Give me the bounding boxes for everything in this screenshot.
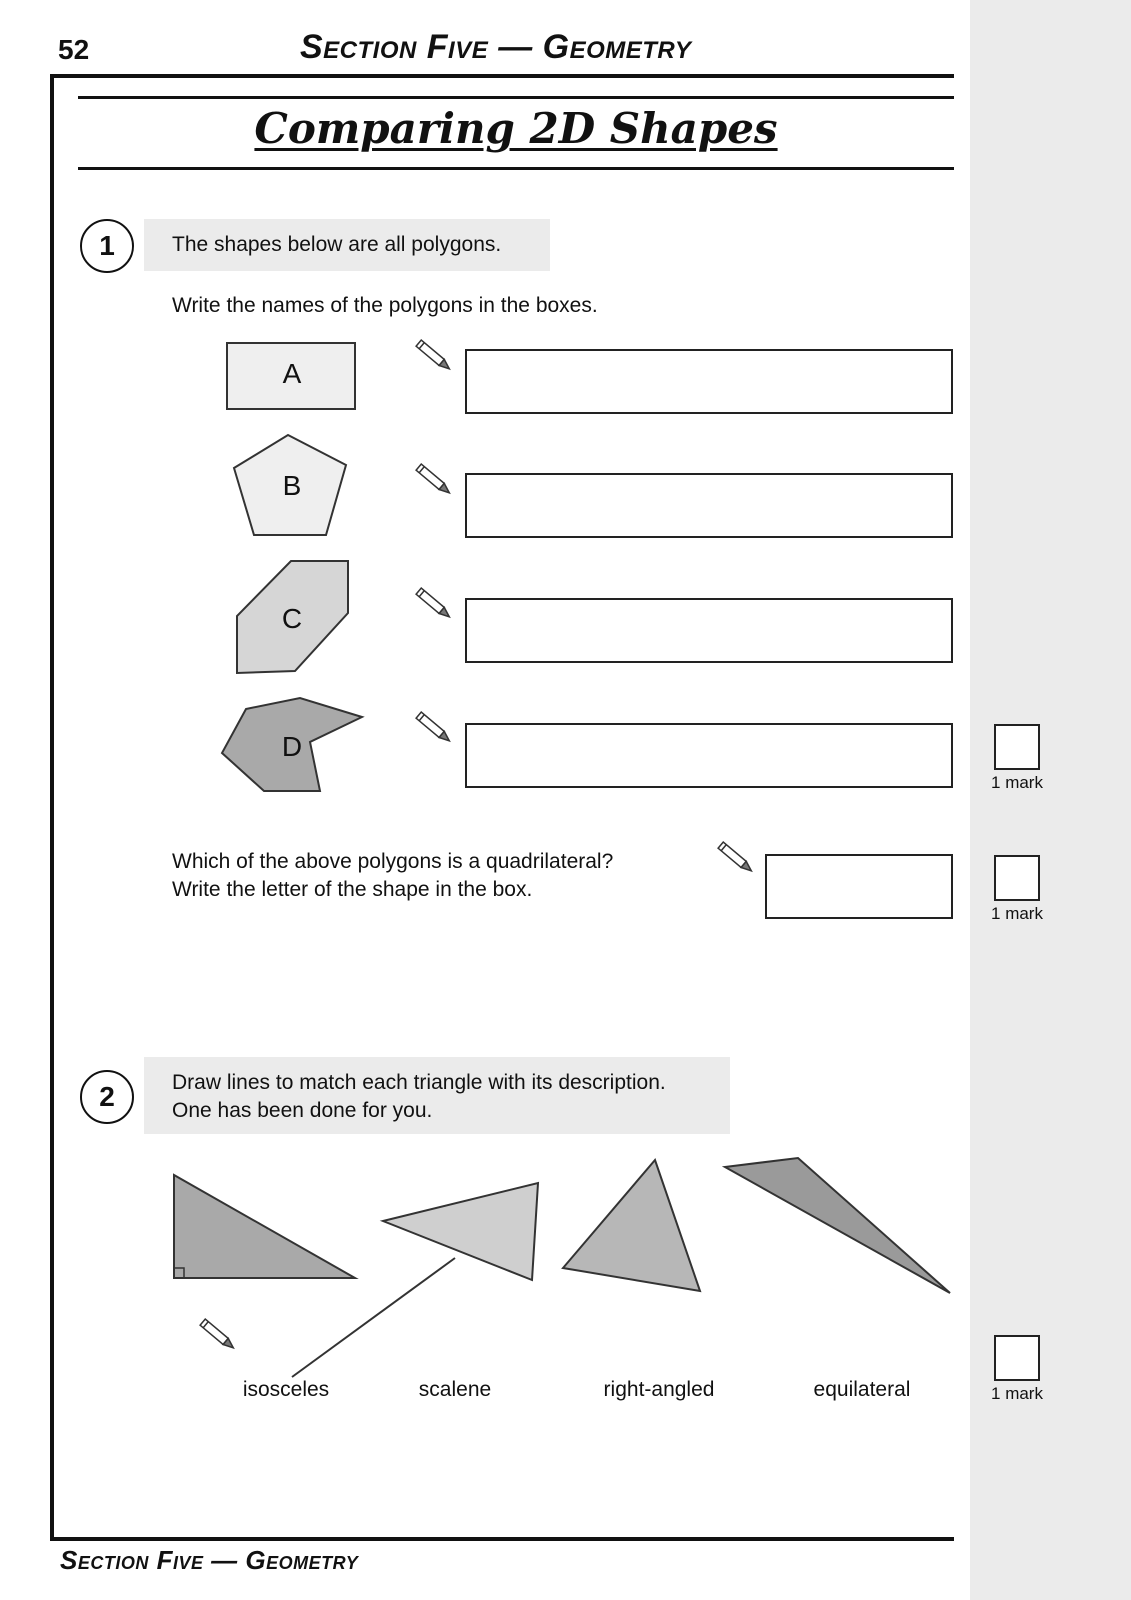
answer-box-b[interactable]	[465, 473, 953, 538]
pencil-icon	[412, 336, 456, 376]
isosceles-triangle	[383, 1183, 538, 1280]
pencil-icon	[412, 584, 456, 624]
question-2-prompt	[144, 1057, 730, 1134]
quadrilateral-question-line-2: Write the letter of the shape in the box.	[172, 878, 533, 901]
frame-left-border	[50, 74, 54, 1541]
scalene-triangle	[725, 1158, 950, 1293]
label-equilateral: equilateral	[813, 1378, 911, 1401]
frame-bottom-border	[50, 1537, 954, 1541]
pencil-icon	[412, 460, 456, 500]
quadrilateral-question	[172, 848, 692, 904]
mark-box-3[interactable]	[994, 1335, 1040, 1381]
shape-label-a: A	[282, 358, 302, 389]
label-isosceles: isosceles	[242, 1378, 330, 1401]
section-header: Section Five — Geometry	[300, 28, 692, 66]
right-angled-triangle	[174, 1175, 355, 1278]
answer-box-d[interactable]	[465, 723, 953, 788]
question-2-prompt-line-2: One has been done for you.	[172, 1099, 433, 1122]
equilateral-triangle	[563, 1160, 700, 1291]
answer-box-a[interactable]	[465, 349, 953, 414]
label-scalene: scalene	[418, 1378, 492, 1401]
title-rule-bottom	[78, 167, 954, 170]
mark-label-3: 1 mark	[991, 1384, 1043, 1403]
page-title: Comparing 2D Shapes	[254, 104, 778, 153]
question-number-2: 2	[80, 1070, 134, 1124]
shape-label-d: D	[281, 731, 303, 762]
question-1-instruction: Write the names of the polygons in the boxes.	[172, 294, 598, 317]
pencil-icon	[714, 838, 758, 878]
mark-box-1[interactable]	[994, 724, 1040, 770]
mark-box-2[interactable]	[994, 855, 1040, 901]
pencil-icon	[412, 708, 456, 748]
question-number-1: 1	[80, 219, 134, 273]
pencil-icon	[196, 1315, 240, 1355]
mark-label-2: 1 mark	[991, 904, 1043, 923]
label-right-angled: right-angled	[603, 1378, 715, 1401]
title-rule-top	[78, 96, 954, 99]
quadrilateral-question-line-1: Which of the above polygons is a quadrilateral?	[172, 850, 614, 873]
page-number: 52	[58, 34, 90, 65]
quadrilateral-answer-box[interactable]	[765, 854, 953, 919]
shape-label-c: C	[281, 603, 303, 634]
shape-label-b: B	[282, 470, 302, 501]
question-2-prompt-line-1: Draw lines to match each triangle with its description.	[172, 1071, 666, 1094]
question-1-prompt: The shapes below are all polygons.	[144, 219, 550, 271]
mark-label-1: 1 mark	[991, 773, 1043, 792]
footer-section-title: Section Five — Geometry	[60, 1545, 359, 1575]
answer-box-c[interactable]	[465, 598, 953, 663]
frame-top-border	[50, 74, 954, 78]
